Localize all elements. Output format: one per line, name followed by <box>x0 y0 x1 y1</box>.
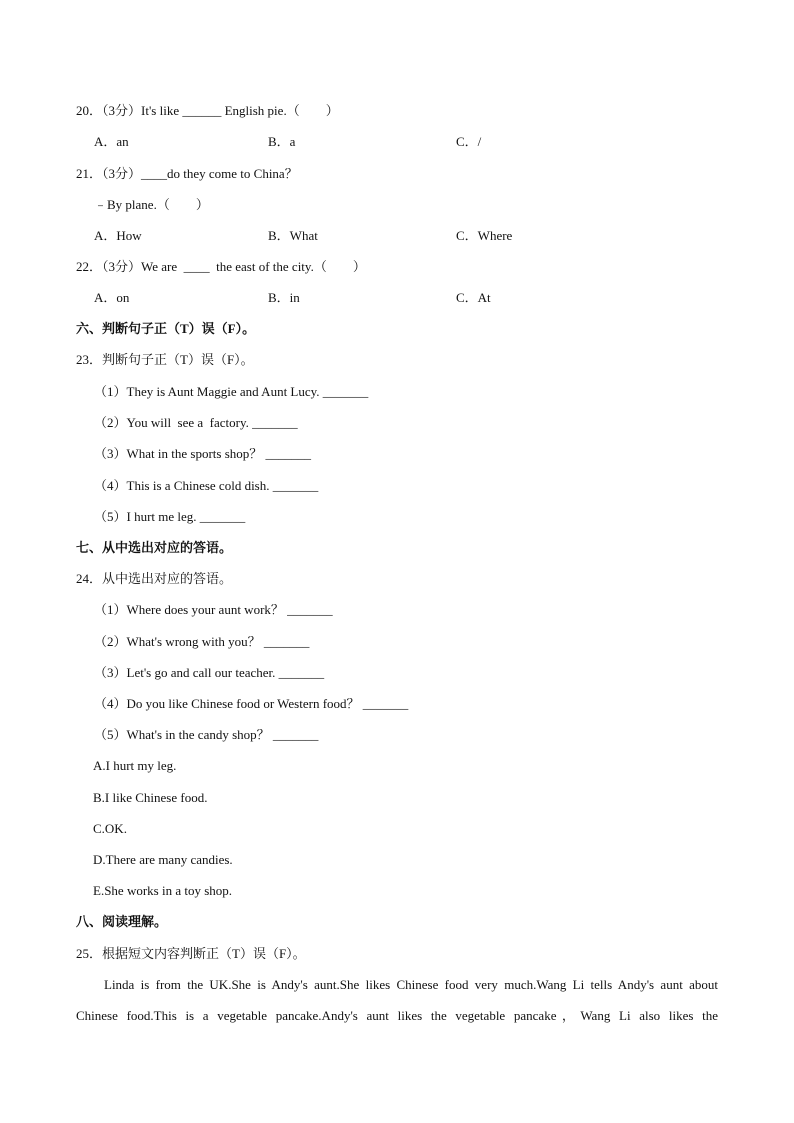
q24-item-1: （1）Where does your aunt work？ _______ <box>94 602 333 617</box>
q24-answer-c: C.OK. <box>93 821 127 836</box>
q22-stem: 22．（3分）We are ____ the east of the city.（ ） <box>76 259 366 274</box>
q23-item-3: （3）What in the sports shop？ _______ <box>94 446 312 461</box>
q23-item-1: （1）They is Aunt Maggie and Aunt Lucy. _______ <box>94 384 369 399</box>
q22-option-a[interactable]: A．on <box>94 290 130 305</box>
q21-option-c[interactable]: C．Where <box>456 228 513 243</box>
q24-item-5: （5）What's in the candy shop？ _______ <box>94 727 319 742</box>
q21-stem: 21．（3分）____do they come to China？ <box>76 166 298 181</box>
q20-option-c[interactable]: C．/ <box>456 134 482 149</box>
q25-stem: 25．根据短文内容判断正（T）误（F）。 <box>76 946 306 961</box>
q21-option-a[interactable]: A．How <box>94 228 142 243</box>
q23-item-5: （5）I hurt me leg. _______ <box>94 509 246 524</box>
reading-passage-line-2: Chinese food.This is a vegetable pancake.Andy's aunt likes the vegetable pancake，Wang Li also likes the <box>76 1008 718 1023</box>
q24-item-2: （2）What's wrong with you？ _______ <box>94 634 310 649</box>
q24-answer-d: D.There are many candies. <box>93 852 233 867</box>
q21-reply: ﹣By plane.（ ） <box>94 197 209 212</box>
q21-option-b[interactable]: B．What <box>268 228 318 243</box>
q24-item-4: （4）Do you like Chinese food or Western food？ _______ <box>94 696 409 711</box>
q24-answer-a: A.I hurt my leg. <box>93 758 177 773</box>
q22-option-b[interactable]: B．in <box>268 290 300 305</box>
section8-heading: 八、阅读理解。 <box>76 914 168 929</box>
q23-item-2: （2）You will see a factory. _______ <box>94 415 298 430</box>
q20-option-a[interactable]: A．an <box>94 134 129 149</box>
q24-answer-b: B.I like Chinese food. <box>93 790 208 805</box>
q24-answer-e: E.She works in a toy shop. <box>93 883 233 898</box>
q24-item-3: （3）Let's go and call our teacher. _______ <box>94 665 325 680</box>
q23-stem: 23．判断句子正（T）误（F）。 <box>76 352 254 367</box>
q24-stem: 24．从中选出对应的答语。 <box>76 571 233 586</box>
q22-option-c[interactable]: C．At <box>456 290 491 305</box>
q20-stem: 20．（3分）It's like ______ English pie.（ ） <box>76 103 339 118</box>
q23-item-4: （4）This is a Chinese cold dish. _______ <box>94 478 319 493</box>
reading-passage-line-1: Linda is from the UK.She is Andy's aunt.She likes Chinese food very much.Wang Li tells Andy's aunt about <box>104 977 718 992</box>
section6-heading: 六、判断句子正（T）误（F）。 <box>76 321 256 336</box>
q20-option-b[interactable]: B．a <box>268 134 296 149</box>
section7-heading: 七、从中选出对应的答语。 <box>76 540 233 555</box>
